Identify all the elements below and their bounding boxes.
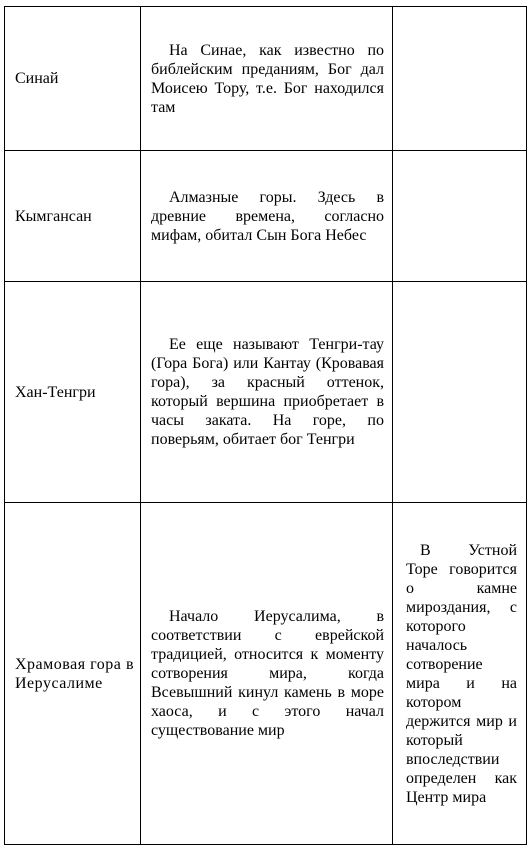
table-row bbox=[5, 151, 527, 282]
sacred-mountains-table bbox=[4, 6, 527, 845]
description-cell: Алмазные горы. Здесь в древние времена, согласно мифам, обитал Сын Бога Небес bbox=[141, 151, 393, 282]
note-cell bbox=[393, 7, 527, 151]
note-cell: В Устной Торе говорится о камне мироздания, с которого началось сотворение мира и на котором держится мир и который впоследствии определен как Центр мира bbox=[393, 503, 527, 845]
place-name-cell: Хан-Тенгри bbox=[5, 282, 141, 503]
table-row bbox=[5, 503, 527, 845]
place-name-cell: Синай bbox=[5, 7, 141, 151]
note-cell bbox=[393, 282, 527, 503]
table-row bbox=[5, 282, 527, 503]
description-cell: На Синае, как известно по библейским преданиям, Бог дал Моисею Тору, т.е. Бог находился там bbox=[141, 7, 393, 151]
description-cell: Начало Иерусалима, в соответствии с еврейской традицией, относится к моменту сотворения мира, когда Всевышний кинул камень в море хаоса, и с этого начал существование мир bbox=[141, 503, 393, 845]
note-cell bbox=[393, 151, 527, 282]
table-row bbox=[5, 7, 527, 151]
description-cell: Ее еще называют Тенгри-тау (Гора Бога) или Кантау (Кровавая гора), за красный оттенок, который вершина приобретает в часы заката. На горе, по поверьям, обитает бог Тенгри bbox=[141, 282, 393, 503]
place-name-cell: Храмовая гора в Иерусалиме bbox=[5, 503, 141, 845]
place-name-cell: Кымгансан bbox=[5, 151, 141, 282]
